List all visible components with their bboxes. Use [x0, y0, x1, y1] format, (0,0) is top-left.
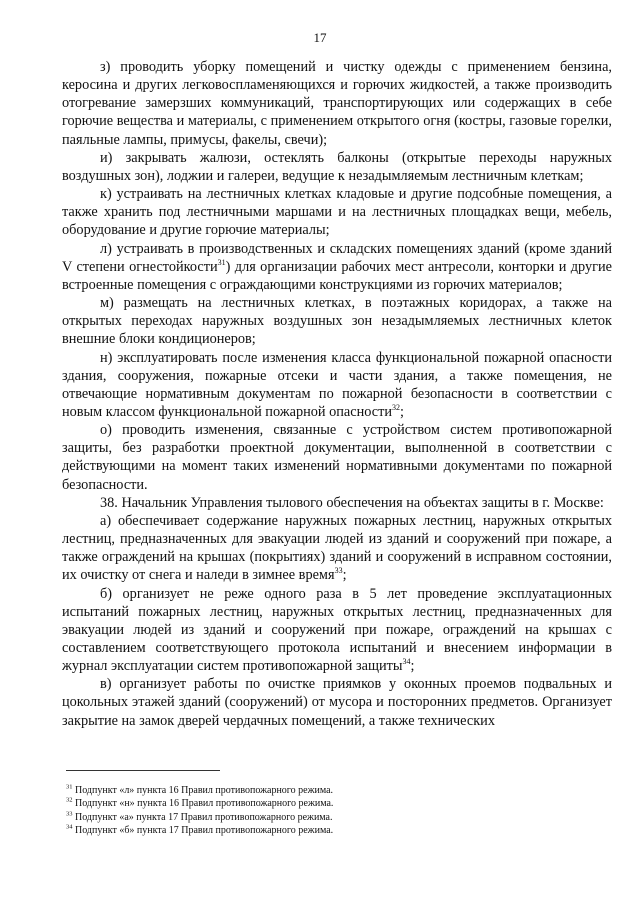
paragraph-o: о) проводить изменения, связанные с устройством систем противопожарной защиты, без разработки проектной документации, выполненной в соответствии с действующими на момент таких изменений нормативными документами по пожарной безопасности.	[62, 422, 612, 493]
paragraph-v: в) организует работы по очистке приямков у оконных проемов подвальных и цокольных этажей зданий (сооружений) от мусора и посторонних предметов. Организует закрытие на замок дверей чердачных помещений, а также технических	[62, 676, 612, 729]
page-number: 17	[313, 30, 327, 45]
footnote-ref-33: 33	[334, 566, 343, 576]
paragraph-a: а) обеспечивает содержание наружных пожарных лестниц, наружных открытых лестниц, предназначенных для эвакуации людей из зданий и сооружений при пожаре, а также ограждений на крышах (покрытиях) зданий и сооружений в исправном состоянии, их очистку от снега и наледи в зимнее время$^{33}$;	[62, 512, 612, 584]
paragraph-k: к) устраивать на лестничных клетках кладовые и другие подсобные помещения, а также хранить под лестничными маршами и на лестничных площадках вещи, мебель, оборудование и другие горючие материалы;	[62, 186, 612, 239]
paragraph-i: и) закрывать жалюзи, остеклять балконы (открытые переходы наружных воздушных зон), лоджии и галереи, ведущие к незадымляемым лестничным клеткам;	[62, 149, 612, 184]
paragraph-b: б) организует не реже одного раза в 5 лет проведение эксплуатационных испытаний пожарных лестниц, наружных открытых лестниц, предназначенных для эвакуации людей из зданий и сооружений при пожаре, ограждений на крышах с составлением соответствующего протокола испытаний и внесением информации в журнал эксплуатации систем противопожарной защиты$^{34}$;	[62, 585, 612, 675]
footnote-33: $^{33}$ Подпункт «а» пункта 17 Правил противопожарного режима.	[66, 810, 333, 823]
footnote-32: $^{32}$ Подпункт «н» пункта 16 Правил противопожарного режима.	[66, 797, 334, 810]
footnote-ref-32: 32	[392, 403, 401, 413]
footnotes	[66, 784, 586, 838]
footnote-34: $^{34}$ Подпункт «б» пункта 17 Правил противопожарного режима.	[66, 823, 334, 837]
paragraph-n: н) эксплуатировать после изменения класса функциональной пожарной опасности здания, сооружения, пожарные отсеки и части здания, а также помещения, не отвечающие нормативным документам по пожарной безопасности в соответствии с новым классом функциональной пожарной опасности$^{32}$;	[62, 349, 612, 420]
paragraph-l: л) устраивать в производственных и складских помещениях зданий (кроме зданий V степени огнестойкости$^{31}$) для организации рабочих мест антресоли, конторки и другие встроенные помещения с ограждающими конструкциями из горючих материалов;	[62, 240, 612, 293]
footnote-31: $^{31}$ Подпункт «л» пункта 16 Правил противопожарного режима.	[66, 783, 334, 796]
paragraph-m: м) размещать на лестничных клетках, в поэтажных коридорах, а также на открытых переходах наружных воздушных зон незадымляемых лестничных клеток внешние блоки кондиционеров;	[62, 295, 612, 348]
footnote-ref-34: 34	[402, 657, 411, 667]
document-body	[62, 58, 612, 730]
footnote-ref-31: 31	[217, 257, 226, 267]
footnote-separator	[66, 770, 220, 771]
paragraph-z: з) проводить уборку помещений и чистку одежды с применением бензина, керосина и других легковоспламеняющихся и горючих жидкостей, а также производить отогревание замерзших коммуникаций, транспортирующих или содержащих в себе горючие вещества и материалы, с применением открытого огня (костры, газовые горелки, паяльные лампы, примусы, факелы, свечи);	[62, 59, 612, 148]
paragraph-38: 38. Начальник Управления тылового обеспечения на объектах защиты в г. Москве:	[100, 494, 604, 511]
